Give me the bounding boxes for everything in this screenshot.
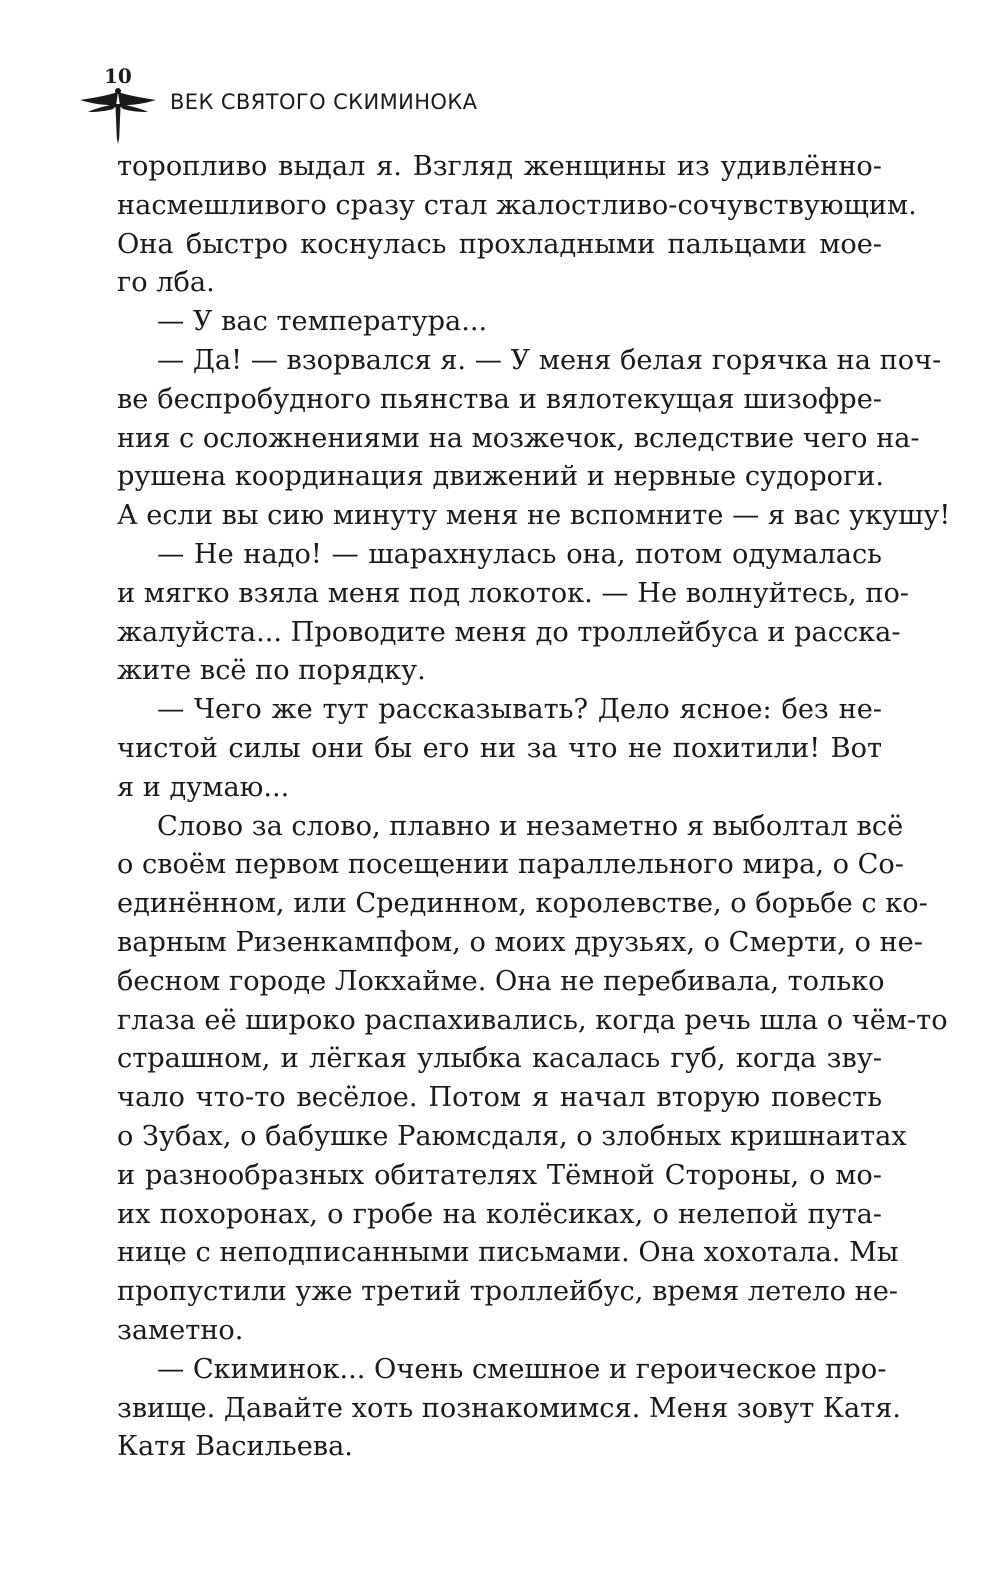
book-title: ВЕК СВЯТОГО СКИМИНОКА xyxy=(170,90,478,114)
text-line: А если вы сию минуту меня не вспомните — я вас укушу! xyxy=(117,500,951,532)
text-line: о своём первом посещении параллельного мира, о Со- xyxy=(117,849,904,881)
text-line: пропустили уже третий троллейбус, время летело не- xyxy=(117,1276,898,1308)
text-line: — У вас температура... xyxy=(157,306,488,338)
text-line: — Да! — взорвался я. — У меня белая горячка на поч- xyxy=(157,344,942,376)
text-line: звище. Давайте хоть познакомимся. Меня зовут Катя. xyxy=(117,1392,902,1424)
text-line: го лба. xyxy=(117,267,215,299)
text-line: о Зубах, о бабушке Раюмсдаля, о злобных кришнаитах xyxy=(117,1120,907,1152)
text-line: насмешливого сразу стал жалостливо-сочувствующим. xyxy=(117,189,917,221)
text-line: чистой силы они бы его ни за что не похитили! Вот xyxy=(117,732,882,764)
text-line: — Чего же тут рассказывать? Дело ясное: без не- xyxy=(157,694,882,726)
text-line: я и думаю... xyxy=(117,771,290,803)
text-line: заметно. xyxy=(117,1314,244,1346)
text-line: и мягко взяла меня под локоток. — Не волнуйтесь, по- xyxy=(117,577,909,609)
text-line: жите всё по порядку. xyxy=(117,655,426,687)
text-line: Слово за слово, плавно и незаметно я выболтал всё xyxy=(157,810,904,842)
text-line: Она быстро коснулась прохладными пальцами мое- xyxy=(117,228,882,260)
text-line: — Скиминок... Очень смешное и героическое про- xyxy=(157,1353,887,1385)
text-line: бесном городе Локхайме. Она не перебивала, только xyxy=(117,965,885,997)
text-line: варным Ризенкампфом, о моих друзьях, о Смерти, о не- xyxy=(117,926,923,958)
body-text xyxy=(117,148,951,1467)
text-line: ния с осложнениями на мозжечок, вследствие чего на- xyxy=(117,422,920,454)
text-line: рушена координация движений и нервные судороги. xyxy=(117,461,885,493)
text-line: торопливо выдал я. Взгляд женщины из удивлённо- xyxy=(117,151,882,182)
winged-sword-icon xyxy=(78,86,158,148)
text-line: глаза её широко распахивались, когда речь шла о чём-то xyxy=(117,1004,948,1036)
page-number: 10 xyxy=(104,64,132,88)
text-line: — Не надо! — шарахнулась она, потом одумалась xyxy=(157,538,882,570)
text-line: чало что-то весёлое. Потом я начал вторую повесть xyxy=(117,1082,882,1114)
text-line: Катя Васильева. xyxy=(117,1431,353,1463)
text-line: страшном, и лёгкая улыбка касалась губ, когда зву- xyxy=(117,1043,882,1075)
text-line: их похоронах, о гробе на колёсиках, о нелепой пута- xyxy=(117,1198,882,1230)
text-line: единённом, или Срединном, королевстве, о борьбе с ко- xyxy=(117,888,928,920)
text-line: жалуйста... Проводите меня до троллейбуса и расска- xyxy=(117,616,901,648)
text-line: и разнообразных обитателях Тёмной Стороны, о мо- xyxy=(117,1159,882,1191)
text-line: ве беспробудного пьянства и вялотекущая шизофре- xyxy=(117,383,882,415)
text-line: нице с неподписанными письмами. Она хохотала. Мы xyxy=(117,1237,899,1269)
running-head xyxy=(78,60,498,150)
